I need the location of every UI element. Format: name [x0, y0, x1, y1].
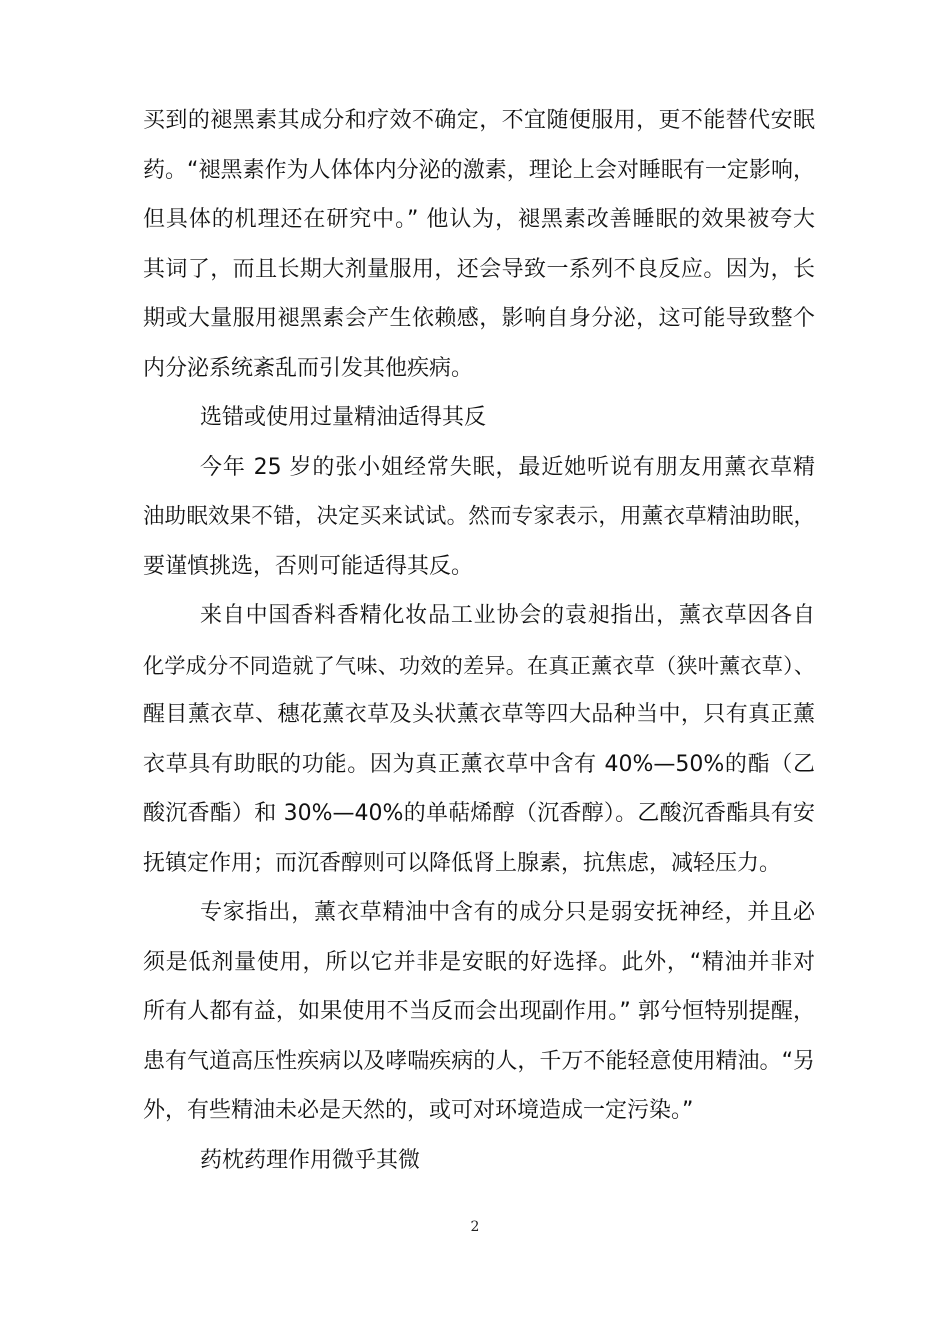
paragraph-yuan-chang-cont [143, 641, 815, 889]
paragraph-expert-notes [143, 888, 815, 938]
text-line: 化学成分不同造就了气味、功效的差异。在真正薰衣草（狭叶薰衣草）、 [143, 652, 815, 678]
paragraph-expert-notes-cont [143, 938, 815, 1136]
heading-text: 药枕药理作用微乎其微 [200, 1147, 421, 1173]
text-line: 外，有些精油未必是天然的，或可对环境造成一定污染。” [143, 1098, 694, 1123]
text-line: 所有人都有益，如果使用不当反而会出现副作用。” 郭兮恒特别提醒， [143, 999, 815, 1024]
paragraph-yuan-chang [143, 591, 815, 641]
text-line: 要谨慎挑选，否则可能适得其反。 [143, 553, 474, 579]
text-line: 酸沉香酯）和 30%—40%的单萜烯醇（沉香醇）。乙酸沉香酯具有安 [143, 801, 815, 826]
text-line: 内分泌系统紊乱而引发其他疾病。 [143, 355, 474, 381]
document-body [143, 96, 815, 1185]
text-line: 来自中国香料香精化妆品工业协会的袁昶指出，薰衣草因各自 [200, 603, 815, 628]
paragraph-miss-zhang [143, 443, 815, 493]
text-line: 专家指出，薰衣草精油中含有的成分只是弱安抚神经，并且必 [200, 900, 815, 925]
text-line: 油助眠效果不错，决定买来试试。然而专家表示，用薰衣草精油助眠， [143, 504, 815, 529]
section-heading-herbal-pillow [143, 1136, 815, 1186]
text-line: 其词了，而且长期大剂量服用，还会导致一系列不良反应。因为，长 [143, 256, 815, 282]
text-line: 须是低剂量使用，所以它并非是安眠的好选择。此外，“精油并非对 [143, 949, 815, 975]
section-heading-essential-oil [143, 393, 815, 443]
text-line: 醒目薰衣草、穗花薰衣草及头状薰衣草等四大品种当中，只有真正薰 [143, 702, 815, 727]
heading-text: 选错或使用过量精油适得其反 [200, 405, 487, 430]
text-line: 抚镇定作用；而沉香醇则可以降低肾上腺素，抗焦虑，减轻压力。 [143, 850, 782, 876]
text-line: 患有气道高压性疾病以及哮喘疾病的人，千万不能轻意使用精油。“另 [143, 1048, 815, 1074]
text-line: 买到的褪黑素其成分和疗效不确定，不宜随便服用，更不能替代安眠 [143, 108, 815, 133]
page-number: 2 [470, 1219, 480, 1235]
text-line: 期或大量服用褪黑素会产生依赖感，影响自身分泌，这可能导致整个 [143, 306, 815, 331]
paragraph-melatonin-continued [143, 96, 815, 393]
text-line: 衣草具有助眠的功能。因为真正薰衣草中含有 40%—50%的酯（乙 [143, 751, 815, 777]
text-line: 但具体的机理还在研究中。” 他认为，褪黑素改善睡眠的效果被夸大 [143, 207, 815, 232]
paragraph-miss-zhang-cont [143, 492, 815, 591]
text-line: 今年 25 岁的张小姐经常失眠，最近她听说有朋友用薰衣草精 [200, 454, 815, 480]
text-line: 药。“褪黑素作为人体体内分泌的激素，理论上会对睡眠有一定影响， [143, 157, 815, 183]
